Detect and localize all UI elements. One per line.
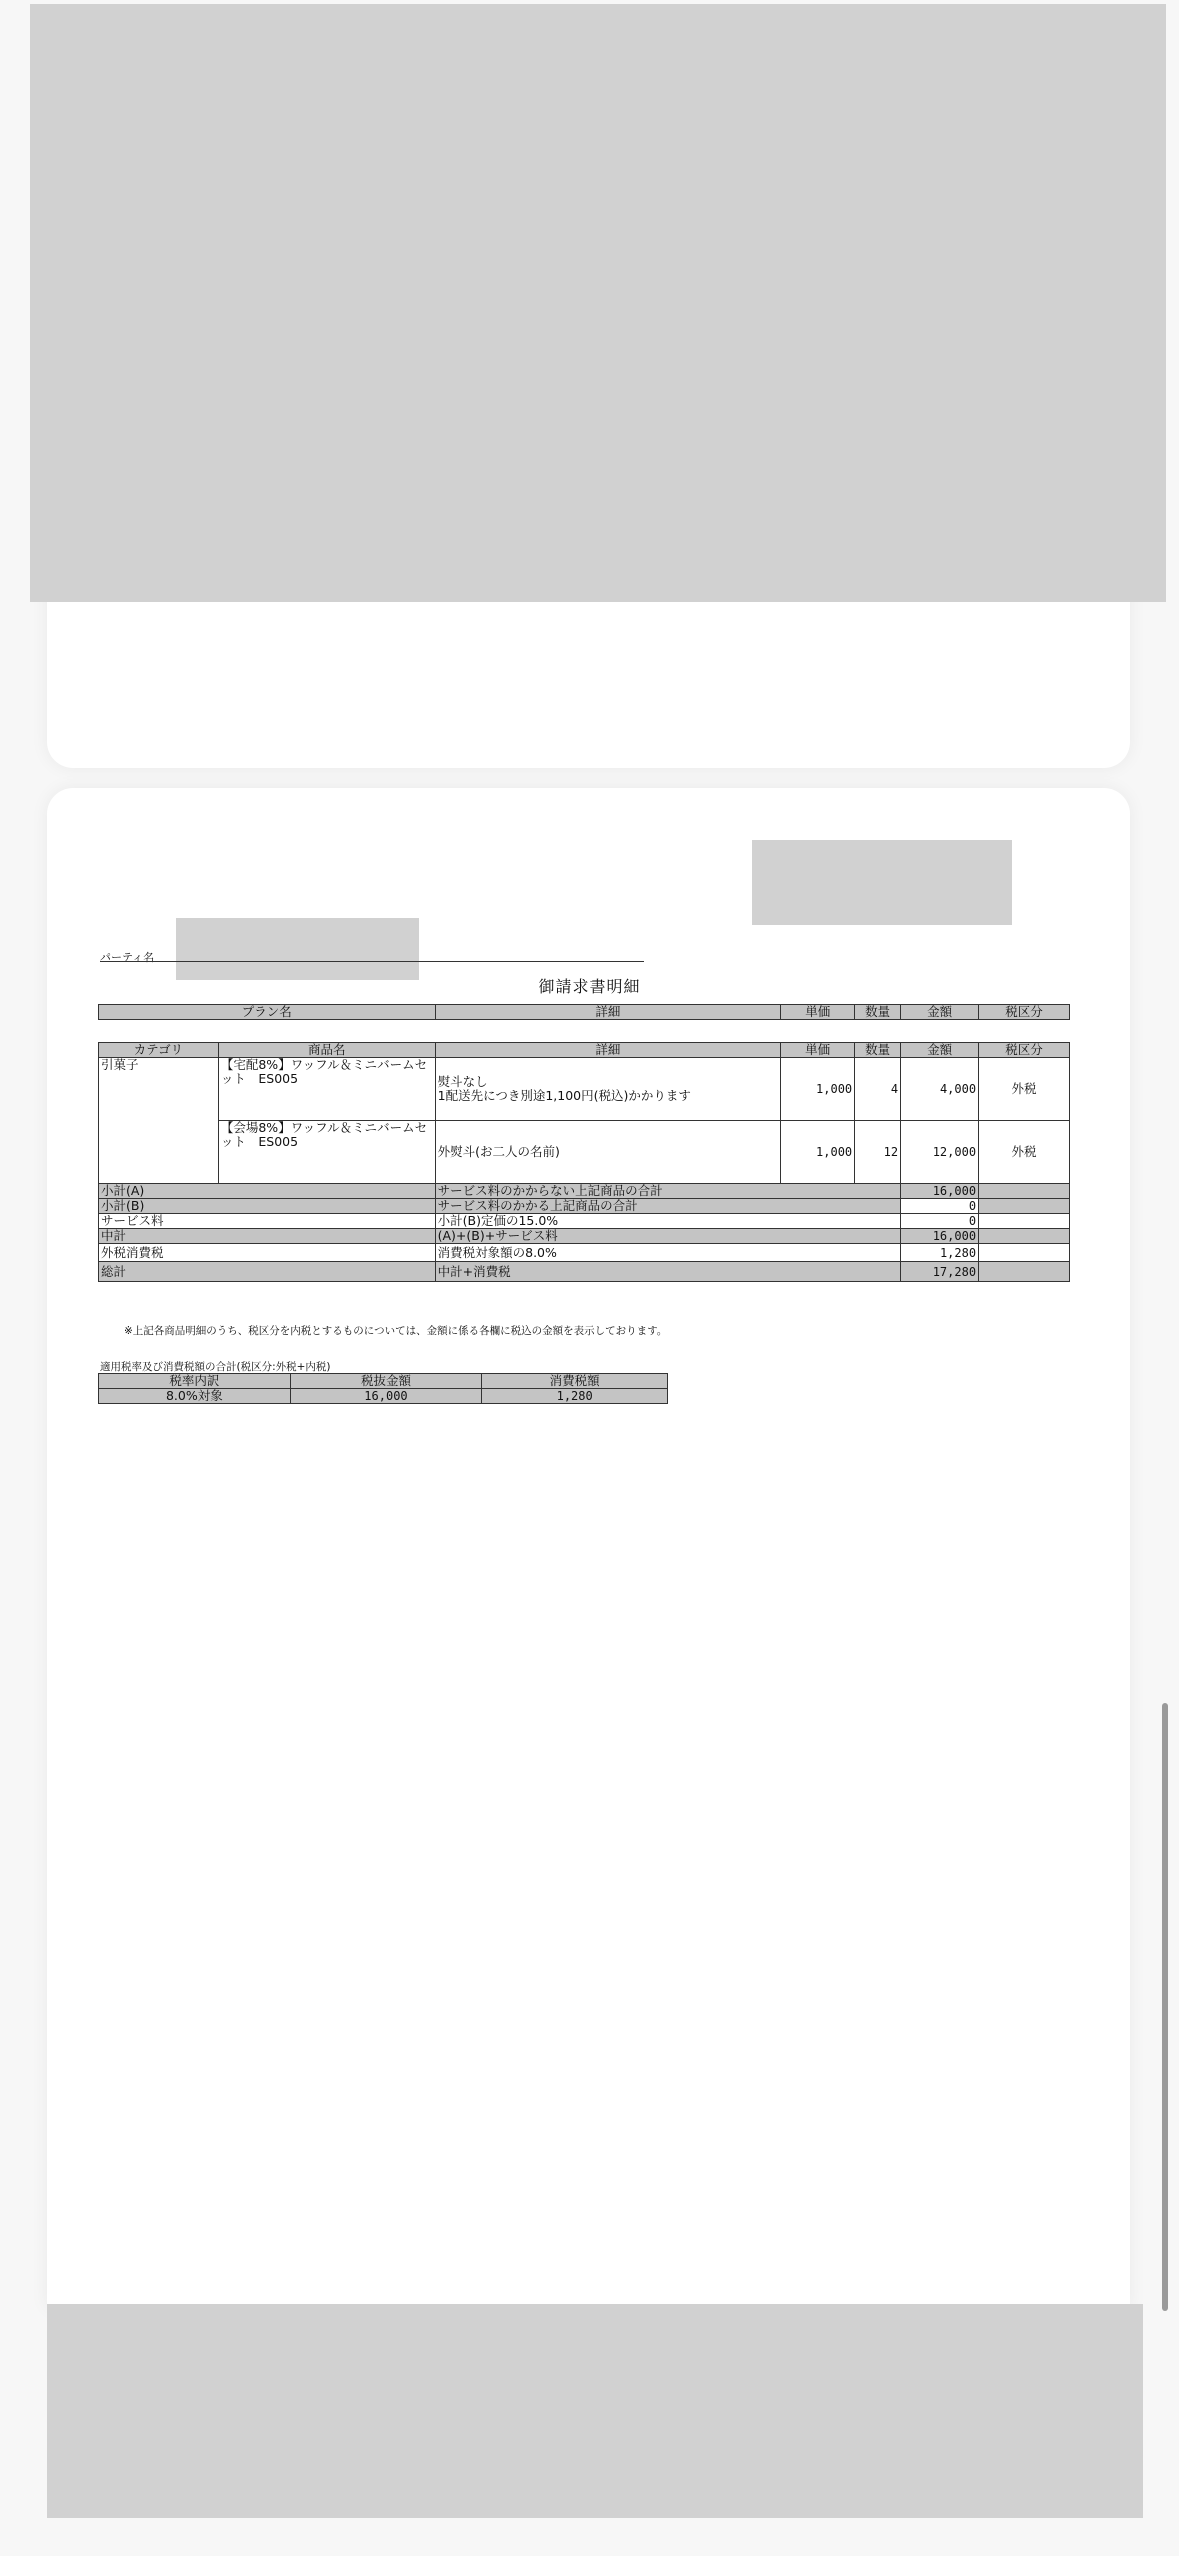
product-name: 【宅配8%】ワッフル＆ミニバームセット ES005 — [218, 1058, 435, 1121]
summary-amount: 0 — [901, 1214, 979, 1229]
summary-blank — [979, 1229, 1070, 1244]
summary-row-subtotal-b — [99, 1199, 1070, 1214]
category-cell: 引菓子 — [99, 1058, 219, 1184]
tax-header-net: 税抜金額 — [290, 1374, 482, 1389]
summary-amount: 0 — [901, 1199, 979, 1214]
summary-row-consumption-tax — [99, 1244, 1070, 1262]
summary-desc: (A)+(B)+サービス料 — [435, 1229, 900, 1244]
detail-line: 1配送先につき別途1,100円(税込)かかります — [437, 1088, 691, 1103]
tax-note: ※上記各商品明細のうち、税区分を内税とするものについては、金額に係る各欄に税込の金額を表示しております。 — [124, 1325, 668, 1337]
plan-header-plan-name: プラン名 — [99, 1005, 436, 1020]
item-header-unit-price: 単価 — [781, 1043, 855, 1058]
plan-header-tax-type: 税区分 — [979, 1005, 1070, 1020]
plan-table — [98, 1004, 1070, 1020]
item-header-tax-type: 税区分 — [979, 1043, 1070, 1058]
table-row — [99, 1389, 668, 1404]
summary-row-grand-total — [99, 1262, 1070, 1282]
summary-amount: 17,280 — [901, 1262, 979, 1282]
party-name-underline — [100, 961, 644, 962]
unit-price: 1,000 — [781, 1058, 855, 1121]
table-row — [99, 1058, 1070, 1121]
quantity: 12 — [855, 1121, 901, 1184]
product-name: 【会場8%】ワッフル＆ミニバームセット ES005 — [218, 1121, 435, 1184]
summary-blank — [979, 1199, 1070, 1214]
redacted-header-region — [30, 4, 1166, 602]
summary-blank — [979, 1244, 1070, 1262]
item-header-detail: 詳細 — [435, 1043, 781, 1058]
summary-blank — [979, 1184, 1070, 1199]
detail-cell: 外熨斗(お二人の名前) — [435, 1121, 781, 1184]
table-row — [99, 1121, 1070, 1184]
summary-label: サービス料 — [99, 1214, 436, 1229]
summary-desc: サービス料のかかる上記商品の合計 — [435, 1199, 900, 1214]
tax-type: 外税 — [979, 1121, 1070, 1184]
tax-amount: 1,280 — [482, 1389, 668, 1404]
detail-line: 熨斗なし — [437, 1074, 488, 1089]
tax-rate: 8.0%対象 — [99, 1389, 291, 1404]
quantity: 4 — [855, 1058, 901, 1121]
summary-label: 中計 — [99, 1229, 436, 1244]
redacted-footer-region — [47, 2304, 1143, 2518]
redacted-party-name — [176, 918, 419, 980]
party-name-label: パーティ名 — [100, 951, 155, 964]
item-table — [98, 1042, 1070, 1282]
item-header-category: カテゴリ — [99, 1043, 219, 1058]
item-header-amount: 金額 — [901, 1043, 979, 1058]
summary-desc: サービス料のかからない上記商品の合計 — [435, 1184, 900, 1199]
summary-label: 総計 — [99, 1262, 436, 1282]
amount: 12,000 — [901, 1121, 979, 1184]
summary-label: 小計(A) — [99, 1184, 436, 1199]
plan-header-detail: 詳細 — [435, 1005, 781, 1020]
item-header-product: 商品名 — [218, 1043, 435, 1058]
summary-amount: 16,000 — [901, 1229, 979, 1244]
summary-desc: 中計+消費税 — [435, 1262, 900, 1282]
item-header-qty: 数量 — [855, 1043, 901, 1058]
summary-blank — [979, 1214, 1070, 1229]
unit-price: 1,000 — [781, 1121, 855, 1184]
tax-header-tax: 消費税額 — [482, 1374, 668, 1389]
tax-header-rate: 税率内訳 — [99, 1374, 291, 1389]
summary-desc: 消費税対象額の8.0% — [435, 1244, 900, 1262]
tax-net-amount: 16,000 — [290, 1389, 482, 1404]
tax-summary-table — [98, 1373, 668, 1404]
plan-header-amount: 金額 — [901, 1005, 979, 1020]
amount: 4,000 — [901, 1058, 979, 1121]
vertical-scrollbar[interactable] — [1162, 1703, 1168, 2311]
tax-summary-title: 適用税率及び消費税額の合計(税区分:外税+内税) — [100, 1361, 331, 1373]
document-title: 御請求書明細 — [538, 977, 641, 996]
summary-label: 小計(B) — [99, 1199, 436, 1214]
summary-amount: 16,000 — [901, 1184, 979, 1199]
plan-header-unit-price: 単価 — [781, 1005, 855, 1020]
summary-label: 外税消費税 — [99, 1244, 436, 1262]
redacted-logo — [752, 840, 1012, 925]
summary-blank — [979, 1262, 1070, 1282]
summary-row-subtotal-a — [99, 1184, 1070, 1199]
summary-amount: 1,280 — [901, 1244, 979, 1262]
summary-desc: 小計(B)定価の15.0% — [435, 1214, 900, 1229]
summary-row-service-fee — [99, 1214, 1070, 1229]
summary-row-midtotal — [99, 1229, 1070, 1244]
detail-cell — [435, 1058, 781, 1121]
tax-type: 外税 — [979, 1058, 1070, 1121]
plan-header-qty: 数量 — [855, 1005, 901, 1020]
